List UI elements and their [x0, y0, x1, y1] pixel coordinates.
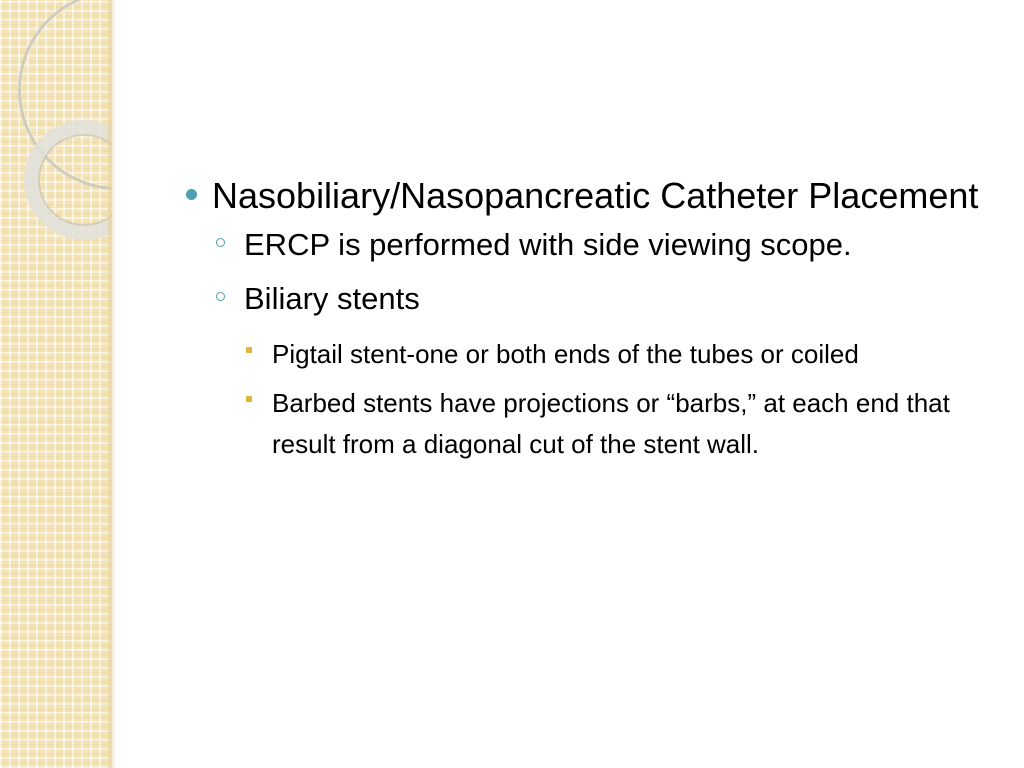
hollow-circle-bullet-icon — [216, 292, 225, 301]
sub-sub-bullet-item — [242, 383, 1002, 465]
sub-bullet-text: ERCP is performed with side viewing scope. — [244, 227, 852, 262]
teal-dot-bullet-icon — [186, 189, 197, 200]
bullet-item — [182, 174, 1002, 218]
sub-bullet-item — [214, 226, 1002, 264]
slide-content — [182, 174, 1002, 473]
sub-sub-bullet-text: Barbed stents have projections or “barbs,” at each end that result from a diagonal cut of the stent wall. — [272, 388, 950, 459]
small-square-bullet-icon — [246, 396, 252, 402]
sub-sub-bullet-item — [242, 334, 1002, 375]
hollow-circle-bullet-icon — [216, 238, 225, 247]
sub-bullet-item — [214, 280, 1002, 318]
sub-bullet-text: Biliary stents — [244, 281, 420, 316]
sub-sub-bullet-text: Pigtail stent-one or both ends of the tubes or coiled — [272, 339, 859, 369]
side-panel-edge — [108, 0, 116, 768]
small-square-bullet-icon — [246, 347, 252, 353]
bullet-text: Nasobiliary/Nasopancreatic Catheter Placement — [212, 175, 979, 216]
decorative-side-panel — [0, 0, 112, 768]
